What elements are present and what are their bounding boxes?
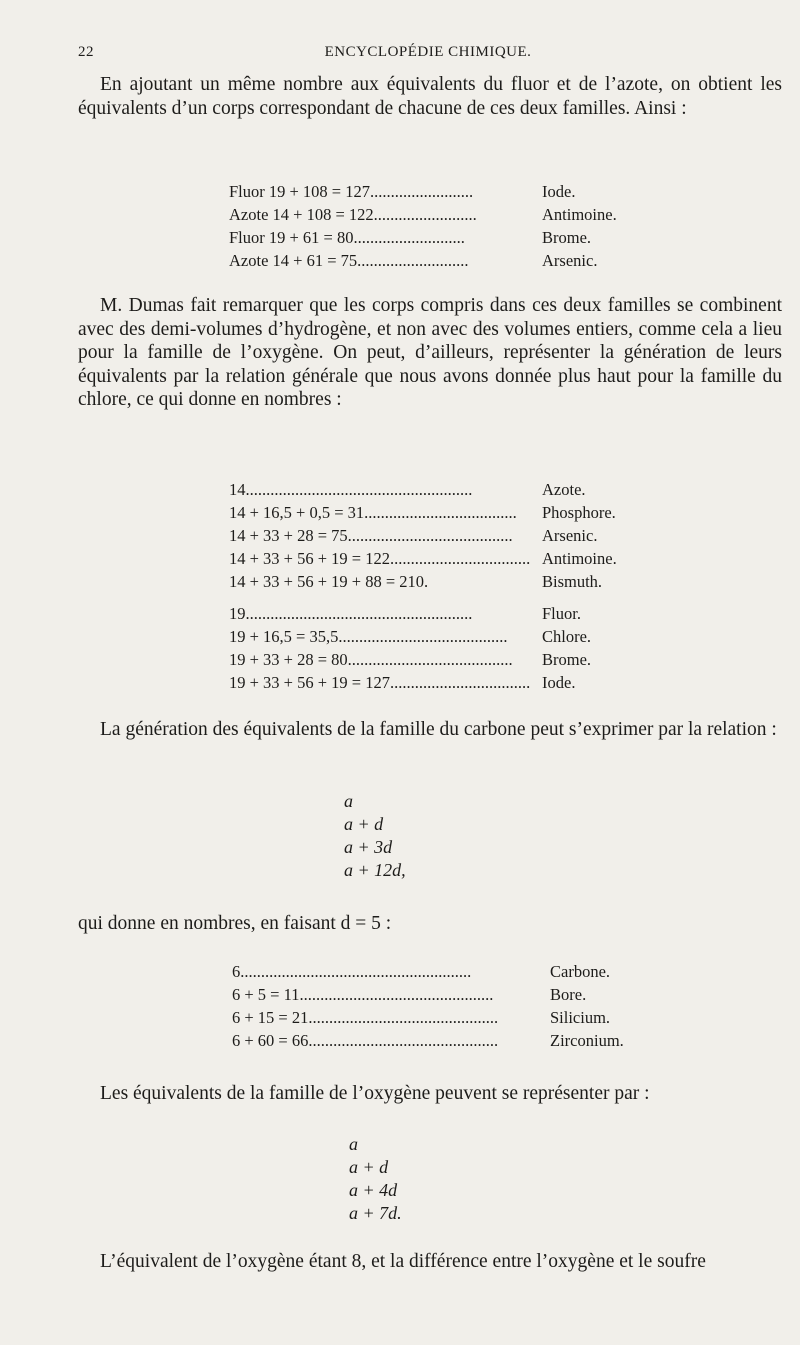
paragraph-equivalent-oxygene: L’équivalent de l’oxygène étant 8, et la différence entre l’oxygène et le soufre (100, 1251, 706, 1272)
row-expression: 14 + 33 + 56 + 19 + 88 = 210. (229, 572, 429, 591)
row-expression: 14....................................................... (229, 480, 473, 499)
row-expression: 14 + 33 + 56 + 19 = 122.................................. (229, 549, 531, 568)
formula-carbone-family (344, 790, 406, 882)
row-element-name: Brome. (542, 228, 592, 247)
table-row (229, 602, 659, 625)
table-row (229, 671, 659, 694)
formula-line: a + 12d, (344, 860, 406, 880)
row-element-name: Brome. (542, 650, 592, 669)
row-expression: Azote 14 + 108 = 122......................... (229, 205, 477, 224)
formula-line: a + d (344, 814, 384, 834)
formula-line: a + 4d (349, 1180, 398, 1200)
row-expression: 6 + 5 = 11............................................... (232, 985, 494, 1004)
formula-oxygene-family (349, 1133, 402, 1225)
row-expression: 6 + 60 = 66.............................................. (232, 1031, 499, 1050)
row-element-name: Bismuth. (542, 572, 603, 591)
table-row (229, 226, 649, 249)
row-expression: Azote 14 + 61 = 75........................... (229, 251, 469, 270)
row-expression: 19 + 33 + 56 + 19 = 127.................................. (229, 673, 531, 692)
formula-line: a (344, 791, 353, 811)
formula-line: a + 7d. (349, 1203, 402, 1223)
paragraph-nombres: qui donne en nombres, en faisant d = 5 : (78, 913, 392, 934)
table-row (229, 478, 659, 501)
formula-line: a + 3d (344, 837, 393, 857)
table-row (229, 249, 649, 272)
equivalents-table-fluor-azote (229, 180, 649, 272)
row-element-name: Phosphore. (542, 503, 616, 522)
row-expression: 19 + 16,5 = 35,5......................................... (229, 627, 508, 646)
table-row (229, 648, 659, 671)
table-row (229, 524, 659, 547)
equivalents-table-azote-family (229, 478, 659, 593)
row-element-name: Bore. (550, 985, 587, 1004)
paragraph-oxygene: Les équivalents de la famille de l’oxygène peuvent se représenter par : (100, 1083, 650, 1104)
row-element-name: Carbone. (550, 962, 611, 981)
row-element-name: Zirconium. (550, 1031, 624, 1050)
running-header (78, 44, 778, 66)
row-expression: Fluor 19 + 61 = 80........................... (229, 228, 465, 247)
row-element-name: Chlore. (542, 627, 592, 646)
row-expression: 6........................................................ (232, 962, 472, 981)
row-expression: Fluor 19 + 108 = 127......................... (229, 182, 474, 201)
equivalents-table-fluor-family (229, 602, 659, 694)
running-title: ENCYCLOPÉDIE CHIMIQUE. (324, 44, 532, 60)
formula-line: a (349, 1134, 358, 1154)
row-element-name: Fluor. (542, 604, 581, 623)
row-expression: 19 + 33 + 28 = 80........................................ (229, 650, 513, 669)
row-element-name: Antimoine. (542, 549, 617, 568)
formula-line: a + d (349, 1157, 389, 1177)
row-element-name: Azote. (542, 480, 586, 499)
row-element-name: Silicium. (550, 1008, 611, 1027)
table-row (229, 570, 659, 593)
table-row (229, 625, 659, 648)
row-element-name: Arsenic. (542, 251, 598, 270)
table-row (229, 203, 649, 226)
row-expression: 14 + 16,5 + 0,5 = 31..................................... (229, 503, 517, 522)
paragraph-dumas: M. Dumas fait remarquer que les corps compris dans ces deux familles se combinent avec des demi-volumes d’hydrogène, et non avec des volumes entiers, comme cela a lieu pour la famille de l’oxygène. On peut, d’ailleurs, représenter la génération de leurs équivalents par la relation générale que nous avons donnée plus haut pour la famille du chlore, ce qui donne en nombres : (78, 295, 782, 410)
row-expression: 6 + 15 = 21.............................................. (232, 1008, 499, 1027)
table-row (232, 983, 662, 1006)
table-row (232, 1029, 662, 1052)
table-row (232, 1006, 662, 1029)
table-row (232, 960, 662, 983)
paragraph-carbone: La génération des équivalents de la famille du carbone peut s’exprimer par la relation : (100, 719, 777, 740)
table-row (229, 180, 649, 203)
table-row (229, 501, 659, 524)
row-element-name: Iode. (542, 182, 576, 201)
row-element-name: Antimoine. (542, 205, 617, 224)
paragraph-intro: En ajoutant un même nombre aux équivalents du fluor et de l’azote, on obtient les équivalents d’un corps correspondant de chacune de ces deux familles. Ainsi : (78, 74, 782, 119)
row-expression: 19....................................................... (229, 604, 473, 623)
row-element-name: Iode. (542, 673, 576, 692)
equivalents-table-carbone-family (232, 960, 662, 1052)
page-number: 22 (78, 44, 94, 60)
table-row (229, 547, 659, 570)
row-expression: 14 + 33 + 28 = 75........................................ (229, 526, 513, 545)
row-element-name: Arsenic. (542, 526, 598, 545)
